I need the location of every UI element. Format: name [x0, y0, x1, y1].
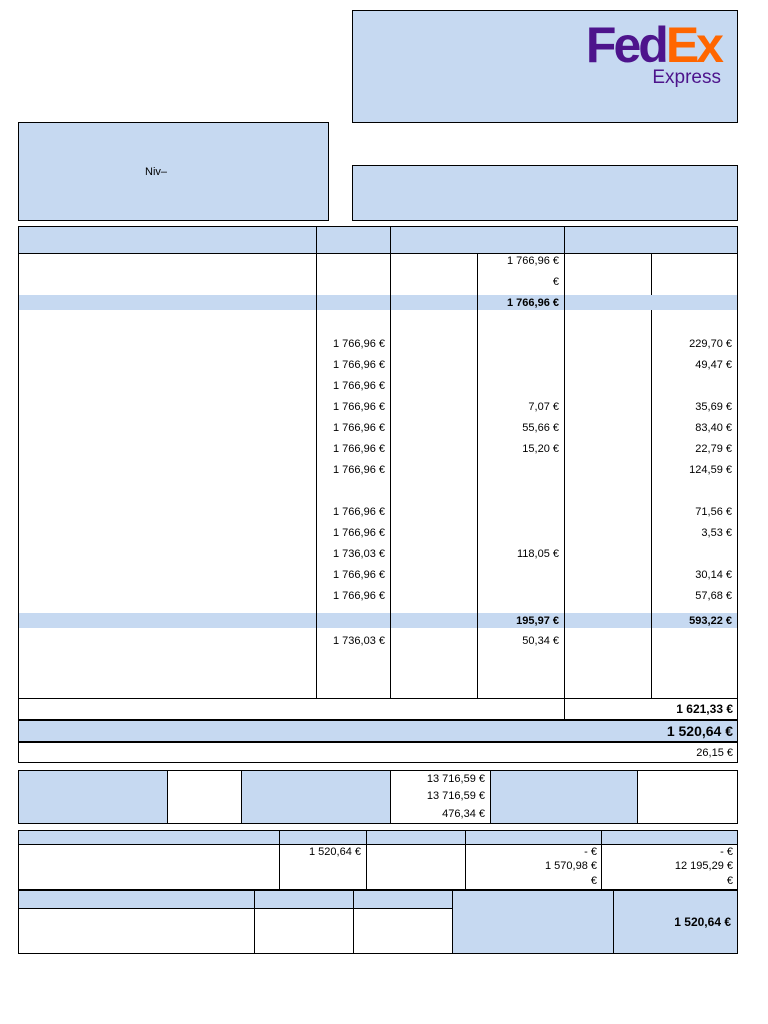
net-pay-row — [18, 720, 738, 742]
small-line-row — [18, 742, 738, 763]
contributions-total-band — [19, 613, 737, 628]
fedex-logo — [561, 17, 721, 87]
row-employer-amount: 30,14 € — [695, 569, 732, 581]
company-header-box — [352, 10, 738, 123]
payment-col4-l2: 1 570,98 € — [545, 860, 597, 872]
employer-info-box — [352, 165, 738, 221]
cumul-value-3: 476,34 € — [442, 808, 485, 820]
row-employer-amount: 22,79 € — [695, 443, 732, 455]
net-pay-value: 1 520,64 € — [666, 723, 733, 739]
row-employee-amount: 55,66 € — [522, 422, 559, 434]
row-base: 1 766,96 € — [333, 359, 385, 371]
logo-ex: Ex — [665, 17, 721, 73]
row-base: 1 736,03 € — [333, 548, 385, 560]
gross-line-1: 1 766,96 € — [507, 255, 559, 267]
bottom-net-total: 1 520,64 € — [674, 915, 731, 929]
row-base: 1 766,96 € — [333, 422, 385, 434]
payment-amount: 1 520,64 € — [309, 846, 361, 858]
row-employer-amount: 3,53 € — [701, 527, 732, 539]
cumul-value-2: 13 716,59 € — [426, 790, 485, 802]
extra-base: 1 736,03 € — [333, 635, 385, 647]
row-base: 1 766,96 € — [333, 569, 385, 581]
row-employer-amount: 71,56 € — [695, 506, 732, 518]
row-base: 1 766,96 € — [333, 443, 385, 455]
row-employer-amount: 57,68 € — [695, 590, 732, 602]
row-base: 1 766,96 € — [333, 464, 385, 476]
small-line-value: 26,15 € — [696, 747, 733, 759]
row-employer-amount: 83,40 € — [695, 422, 732, 434]
gross-subtotal: 1 766,96 € — [507, 297, 559, 309]
net-before-row — [18, 698, 738, 720]
bottom-table — [18, 890, 738, 954]
row-employer-amount: 49,47 € — [695, 359, 732, 371]
payment-col4-l3: € — [590, 875, 597, 887]
extra-employee: 50,34 € — [522, 635, 559, 647]
gross-subtotal-band — [19, 295, 737, 310]
payment-col5-l2: 12 195,29 € — [674, 860, 733, 872]
payment-col5-l3: € — [726, 875, 733, 887]
payment-table — [18, 830, 738, 890]
payslip-table — [18, 226, 738, 699]
employee-total: 195,97 € — [516, 615, 559, 627]
row-employer-amount: 124,59 € — [689, 464, 732, 476]
gross-line-2: € — [552, 276, 559, 288]
logo-express: Express — [652, 67, 721, 88]
cumulative-table — [18, 770, 738, 824]
row-employee-amount: 118,05 € — [516, 548, 559, 560]
payment-col5-l1: - € — [720, 846, 733, 858]
row-base: 1 766,96 € — [333, 338, 385, 350]
employee-info-box — [18, 122, 329, 221]
cumul-value-1: 13 716,59 € — [426, 773, 485, 785]
row-base: 1 766,96 € — [333, 506, 385, 518]
row-employer-amount: 229,70 € — [689, 338, 732, 350]
employer-total: 593,22 € — [689, 615, 732, 627]
table-header — [19, 227, 737, 254]
logo-fed: Fed — [585, 17, 666, 73]
row-base: 1 766,96 € — [333, 380, 385, 392]
level-label: Niv– — [145, 166, 168, 178]
row-employee-amount: 7,07 € — [528, 401, 559, 413]
row-base: 1 766,96 € — [333, 590, 385, 602]
row-base: 1 766,96 € — [333, 401, 385, 413]
row-base: 1 766,96 € — [333, 527, 385, 539]
row-employer-amount: 35,69 € — [695, 401, 732, 413]
net-before-value: 1 621,33 € — [676, 702, 733, 716]
row-employee-amount: 15,20 € — [522, 443, 559, 455]
payment-col4-l1: - € — [584, 846, 597, 858]
